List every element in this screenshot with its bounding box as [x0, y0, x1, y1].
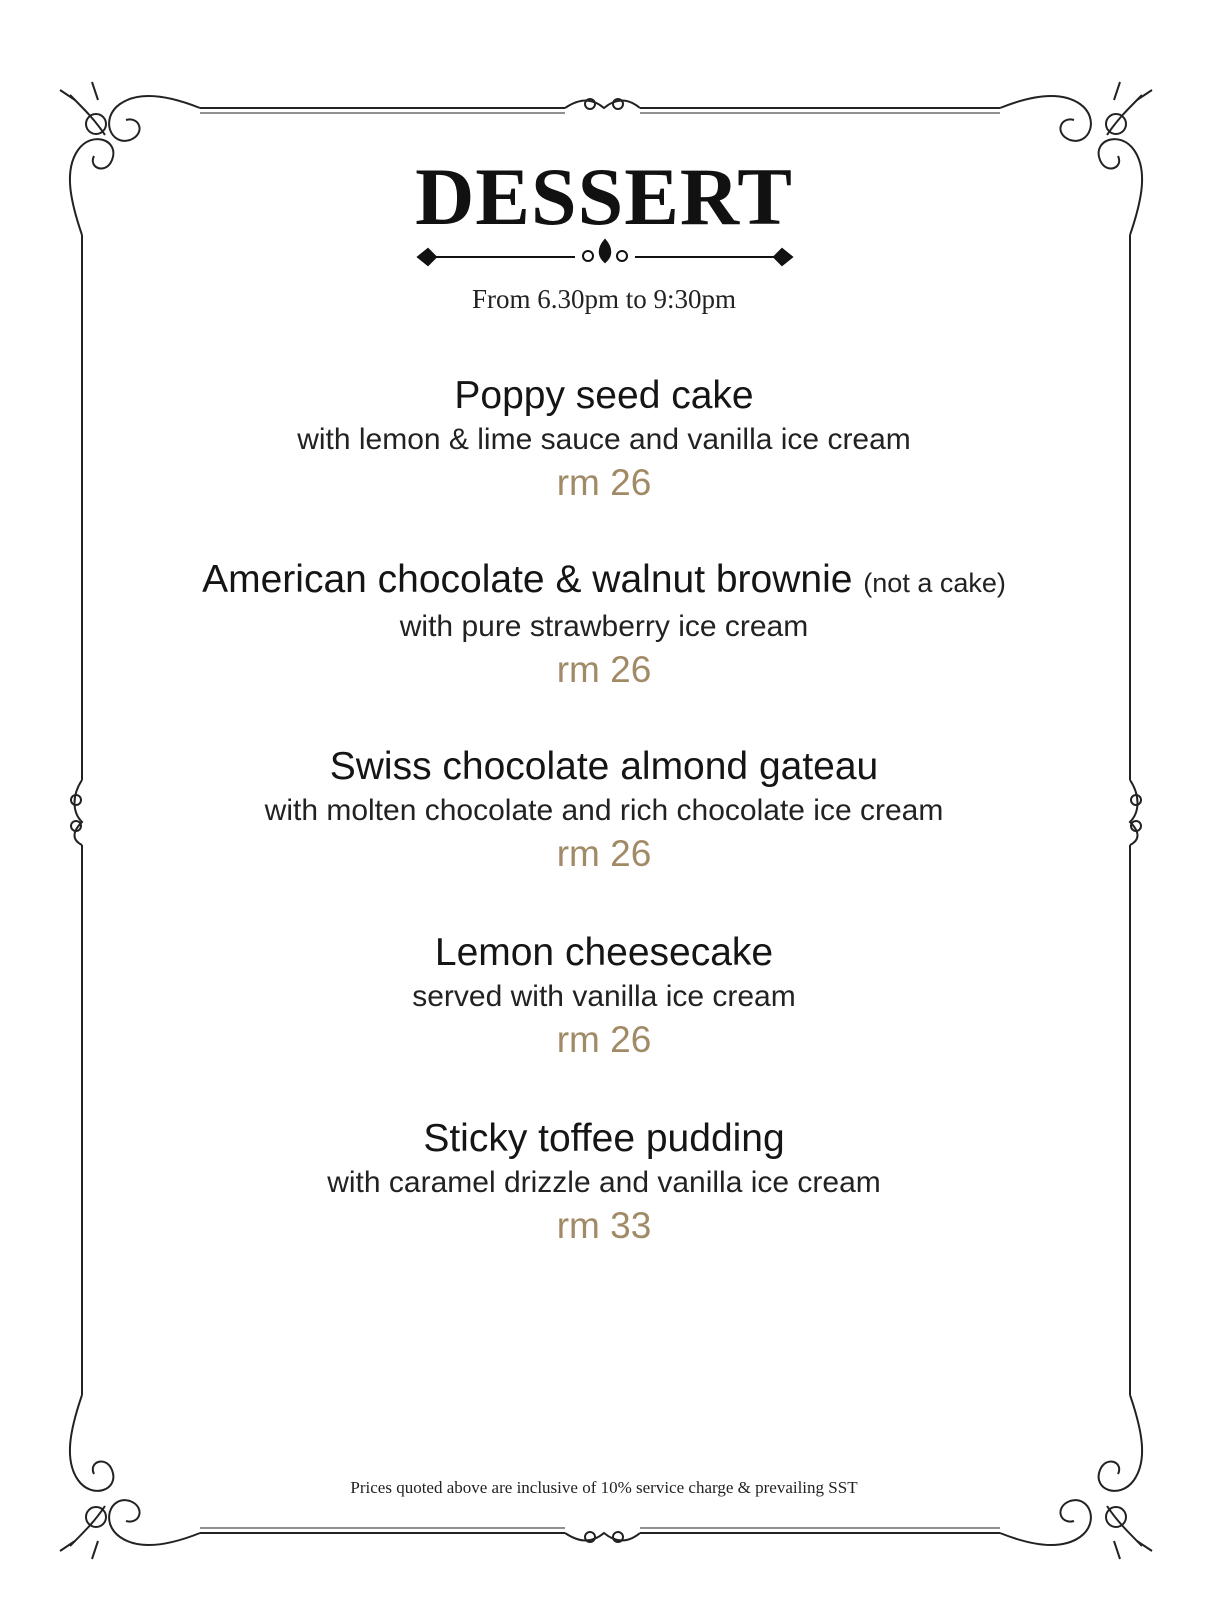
item-description: served with vanilla ice cream	[412, 980, 796, 1013]
item-name: Lemon cheesecake	[434, 931, 774, 974]
item-price: rm 26	[556, 462, 652, 503]
item-price: rm 26	[556, 1019, 652, 1060]
item-note: (not a cake)	[863, 568, 1006, 598]
menu-item	[0, 743, 1208, 877]
item-description: with pure strawberry ice cream	[399, 610, 809, 643]
item-name: Swiss chocolate almond gateau	[329, 745, 879, 788]
item-name-row	[0, 556, 1208, 607]
item-description: with molten chocolate and rich chocolate ice cream	[264, 794, 944, 827]
item-name: Sticky toffee pudding	[423, 1117, 785, 1160]
menu-item	[0, 1115, 1208, 1249]
item-name: American chocolate & walnut brownie	[202, 558, 853, 601]
edge-flourish-bottom	[565, 1532, 640, 1542]
item-price: rm 26	[556, 833, 652, 874]
item-price: rm 26	[556, 649, 652, 690]
menu-item	[0, 929, 1208, 1063]
corner-ornament-bottom-left	[60, 1395, 200, 1559]
item-description: with lemon & lime sauce and vanilla ice cream	[297, 423, 911, 456]
menu-item	[0, 372, 1208, 506]
item-name: Poppy seed cake	[454, 374, 754, 417]
corner-ornament-bottom-right	[1000, 1395, 1152, 1559]
menu-title: DESSERT	[415, 151, 793, 242]
menu-hours: From 6.30pm to 9:30pm	[471, 284, 736, 314]
edge-flourish-top	[565, 99, 640, 109]
menu-item	[0, 556, 1208, 693]
item-description: with caramel drizzle and vanilla ice cream	[327, 1166, 881, 1199]
price-disclaimer: Prices quoted above are inclusive of 10% service charge & prevailing SST	[350, 1478, 858, 1497]
item-price: rm 33	[556, 1205, 652, 1246]
